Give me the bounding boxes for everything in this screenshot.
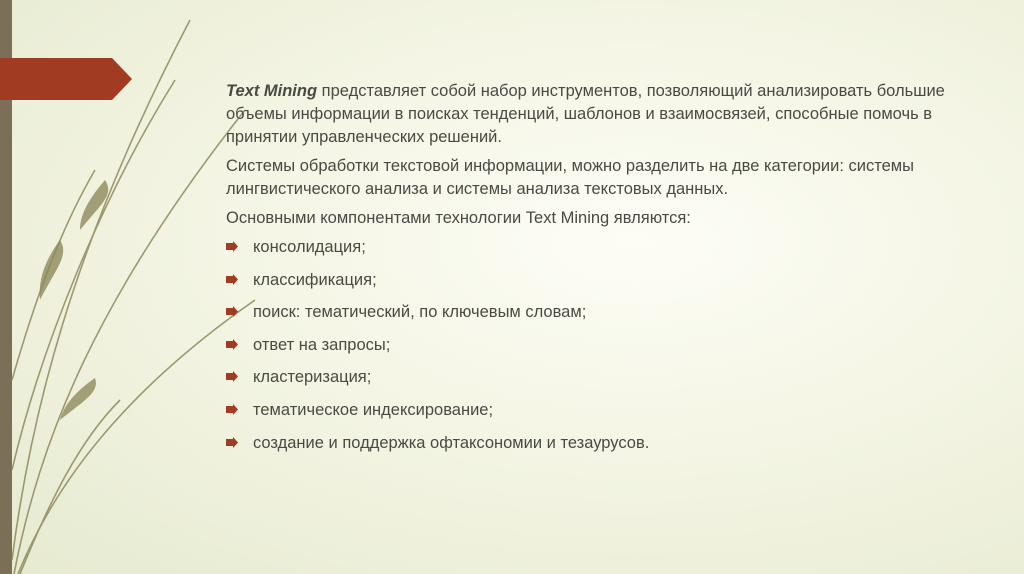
components-heading: Основными компонентами технологии Text Mining являются: [226, 209, 691, 227]
list-item [226, 432, 986, 455]
arrow-bullet-icon [226, 241, 238, 252]
components-list [226, 236, 986, 455]
intro-paragraph [226, 80, 986, 149]
intro-text: представляет собой набор инструментов, позволяющий анализировать большие объемы информации в поисках тенденций, шаблонов и взаимосвязей, способные помочь в принятии управленческих решений. [226, 82, 945, 146]
slide-content [226, 80, 986, 464]
list-item-label: тематическое индексирование; [253, 400, 494, 419]
list-item [226, 269, 986, 292]
list-item [226, 334, 986, 357]
list-item [226, 399, 986, 422]
arrow-bullet-icon [226, 437, 238, 448]
list-item [226, 301, 986, 324]
arrow-bullet-icon [226, 339, 238, 350]
list-item-label: создание и поддержка офтаксономии и тезаурусов. [253, 433, 650, 452]
list-item-label: консолидация; [253, 238, 366, 256]
list-item-label: классификация; [253, 270, 377, 289]
arrow-banner [0, 58, 132, 100]
list-item-label: ответ на запросы; [253, 335, 391, 354]
arrow-bullet-icon [226, 371, 238, 382]
systems-paragraph: Системы обработки текстовой информации, можно разделить на две категории: системы лингвистического анализа и системы анализа текстовых данных. [226, 157, 914, 198]
list-item [226, 366, 986, 389]
list-item [226, 236, 986, 259]
intro-term: Text Mining [226, 82, 318, 100]
list-item-label: поиск: тематический, по ключевым словам; [253, 303, 587, 322]
arrow-bullet-icon [226, 274, 238, 285]
list-item-label: кластеризация; [253, 368, 372, 387]
arrow-bullet-icon [226, 404, 238, 415]
arrow-bullet-icon [226, 306, 238, 317]
